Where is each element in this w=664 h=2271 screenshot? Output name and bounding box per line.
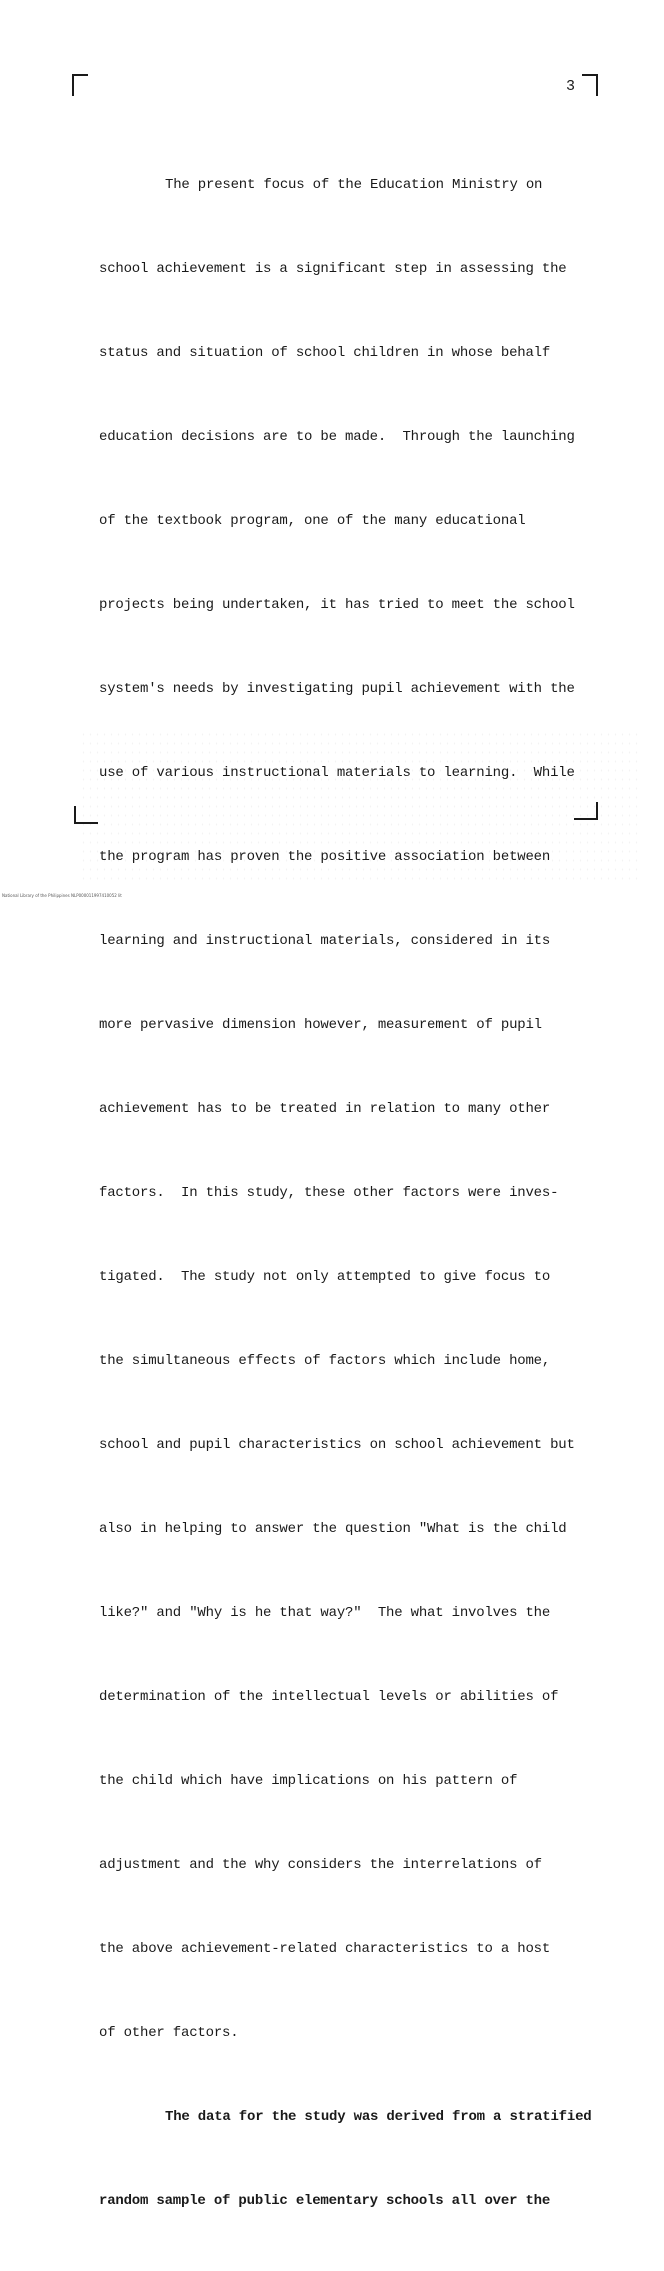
paragraph-line: the simultaneous effects of factors which include home, [99, 1353, 551, 1369]
crop-mark-top-right [582, 74, 598, 96]
paragraph-line: the program has proven the positive association between [99, 849, 551, 865]
paragraph-line: learning and instructional materials, considered in its [99, 933, 551, 949]
crop-mark-top-left [72, 74, 88, 96]
paragraph-line: system's needs by investigating pupil achievement with the [99, 681, 575, 697]
paragraph-line: school achievement is a significant step in assessing the [99, 261, 567, 277]
paragraph-line: tigated. The study not only attempted to give focus to [99, 1269, 551, 1285]
paragraph-line: projects being undertaken, it has tried to meet the school [99, 597, 575, 613]
body-text [99, 115, 619, 2271]
paragraph-line: education decisions are to be made. Through the launching [99, 429, 575, 445]
paragraph-line: The data for the study was derived from a stratified [165, 2109, 592, 2125]
paragraph-line: school and pupil characteristics on school achievement but [99, 1437, 575, 1453]
paragraph-line: more pervasive dimension however, measurement of pupil [99, 1017, 542, 1033]
paragraph-line: use of various instructional materials to learning. While [99, 765, 575, 781]
scan-footer: National Library of the Philippines NLP000011997410052 lit [2, 893, 122, 898]
page-number: 3 [566, 78, 576, 95]
paragraph-line: the child which have implications on his pattern of [99, 1773, 518, 1789]
paragraph-line: also in helping to answer the question "What is the child [99, 1521, 567, 1537]
paragraph-line: adjustment and the why considers the interrelations of [99, 1857, 542, 1873]
paragraph-line: factors. In this study, these other factors were inves- [99, 1185, 559, 1201]
paragraph-line: random sample of public elementary schools all over the [99, 2193, 551, 2209]
paragraph-line: the above achievement-related characteristics to a host [99, 1941, 551, 1957]
paragraph-line: of other factors. [99, 2025, 239, 2041]
paragraph-line: determination of the intellectual levels or abilities of [99, 1689, 559, 1705]
paragraph-line: The present focus of the Education Ministry on [165, 177, 543, 193]
paragraph-line: status and situation of school children in whose behalf [99, 345, 551, 361]
paragraph-line: like?" and "Why is he that way?" The what involves the [99, 1605, 551, 1621]
paragraph-line: of the textbook program, one of the many educational [99, 513, 526, 529]
paragraph-line: achievement has to be treated in relation to many other [99, 1101, 551, 1117]
